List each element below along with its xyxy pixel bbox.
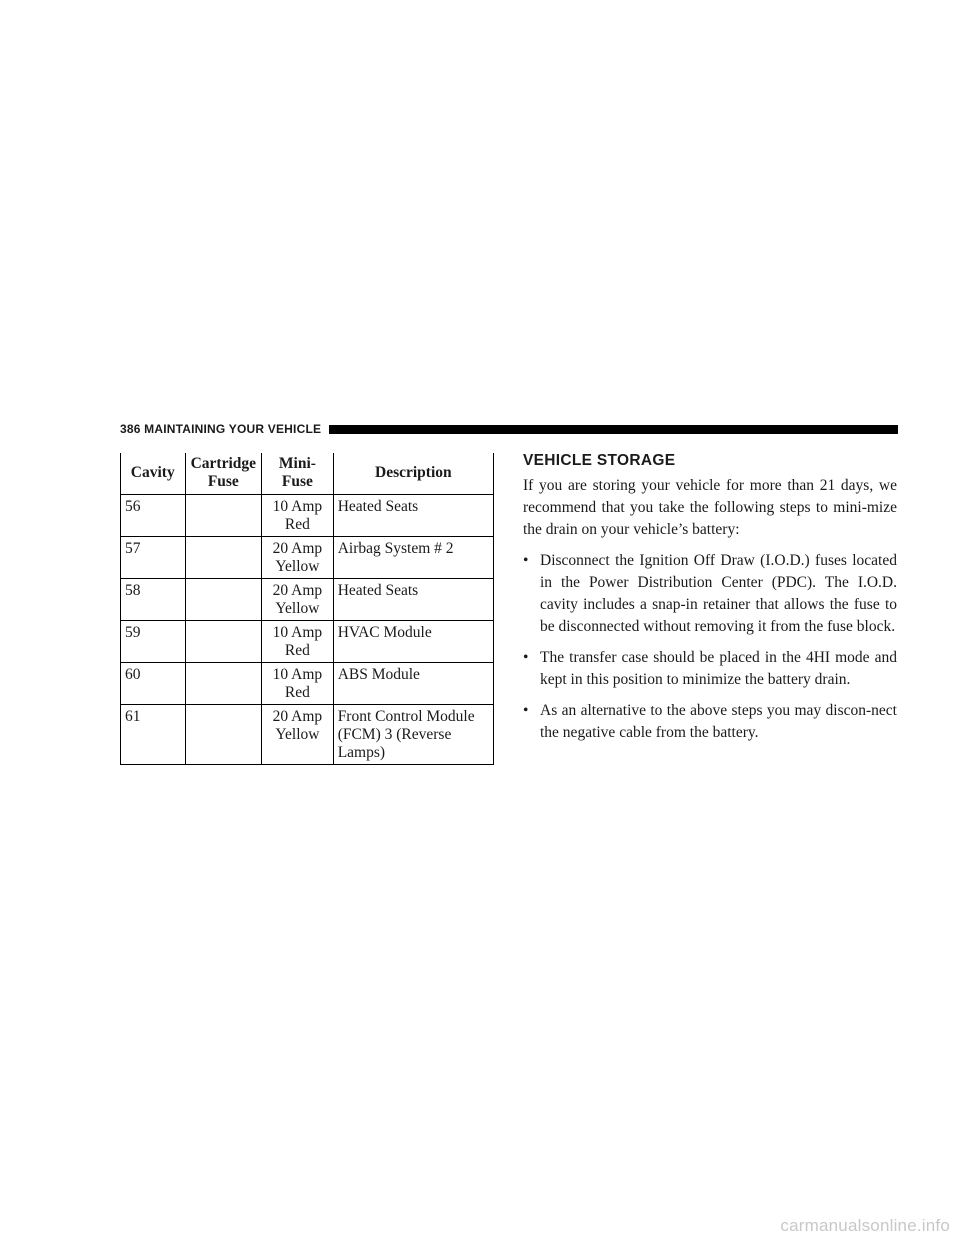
cell-cartridge [185,537,262,579]
bullet-icon: • [523,649,529,666]
list-item [523,550,897,638]
cell-description: Airbag System # 2 [333,537,493,579]
column-header-cartridge-fuse: Cartridge Fuse [185,453,262,495]
cell-mini-fuse: 10 Amp Red [262,495,334,537]
vehicle-storage-section [523,452,897,753]
cell-cavity: 59 [121,621,186,663]
list-item [523,647,897,691]
table-row [121,495,494,537]
fuse-table [120,453,494,765]
table-row [121,705,494,765]
cell-cavity: 61 [121,705,186,765]
cell-cavity: 58 [121,579,186,621]
site-watermark: carmanualsonline.info [780,1216,950,1235]
list-item-text: As an alternative to the above steps you may discon-nect the negative cable from the battery. [540,702,897,741]
bullet-icon: • [523,552,529,569]
column-header-mini-fuse: Mini- Fuse [262,453,334,495]
cell-cavity: 57 [121,537,186,579]
cell-cartridge [185,579,262,621]
table-row [121,663,494,705]
page-number-title: 386 MAINTAINING YOUR VEHICLE [120,422,322,436]
cell-mini-fuse: 20 Amp Yellow [262,537,334,579]
bullet-icon: • [523,702,529,719]
cell-mini-fuse: 10 Amp Red [262,621,334,663]
table-row [121,537,494,579]
page-header [120,420,898,438]
table-row [121,579,494,621]
section-intro: If you are storing your vehicle for more than 21 days, we recommend that you take the following steps to mini-mize the drain on your vehicle’s battery: [523,477,897,538]
cell-cartridge [185,621,262,663]
cell-cavity: 60 [121,663,186,705]
section-heading: VEHICLE STORAGE [523,452,676,469]
cell-mini-fuse: 20 Amp Yellow [262,705,334,765]
list-item-text: The transfer case should be placed in the 4HI mode and kept in this position to minimize the battery drain. [540,649,897,688]
cell-cavity: 56 [121,495,186,537]
cell-mini-fuse: 10 Amp Red [262,663,334,705]
cell-mini-fuse: 20 Amp Yellow [262,579,334,621]
cell-description: ABS Module [333,663,493,705]
cell-description: Front Control Module (FCM) 3 (Reverse Lamps) [333,705,493,765]
table-header-row [121,453,494,495]
cell-description: HVAC Module [333,621,493,663]
cell-cartridge [185,663,262,705]
cell-cartridge [185,705,262,765]
list-item-text: Disconnect the Ignition Off Draw (I.O.D.) fuses located in the Power Distribution Center (PDC). The I.O.D. cavity includes a snap-in retainer that allows the fuse to be disconnected without removing it from the fuse block. [540,552,897,635]
header-rule [329,425,898,434]
cell-description: Heated Seats [333,495,493,537]
list-item [523,700,897,744]
table-row [121,621,494,663]
storage-steps-list [523,550,897,744]
column-header-description: Description [333,453,493,495]
column-header-cavity: Cavity [121,453,186,495]
cell-description: Heated Seats [333,579,493,621]
cell-cartridge [185,495,262,537]
